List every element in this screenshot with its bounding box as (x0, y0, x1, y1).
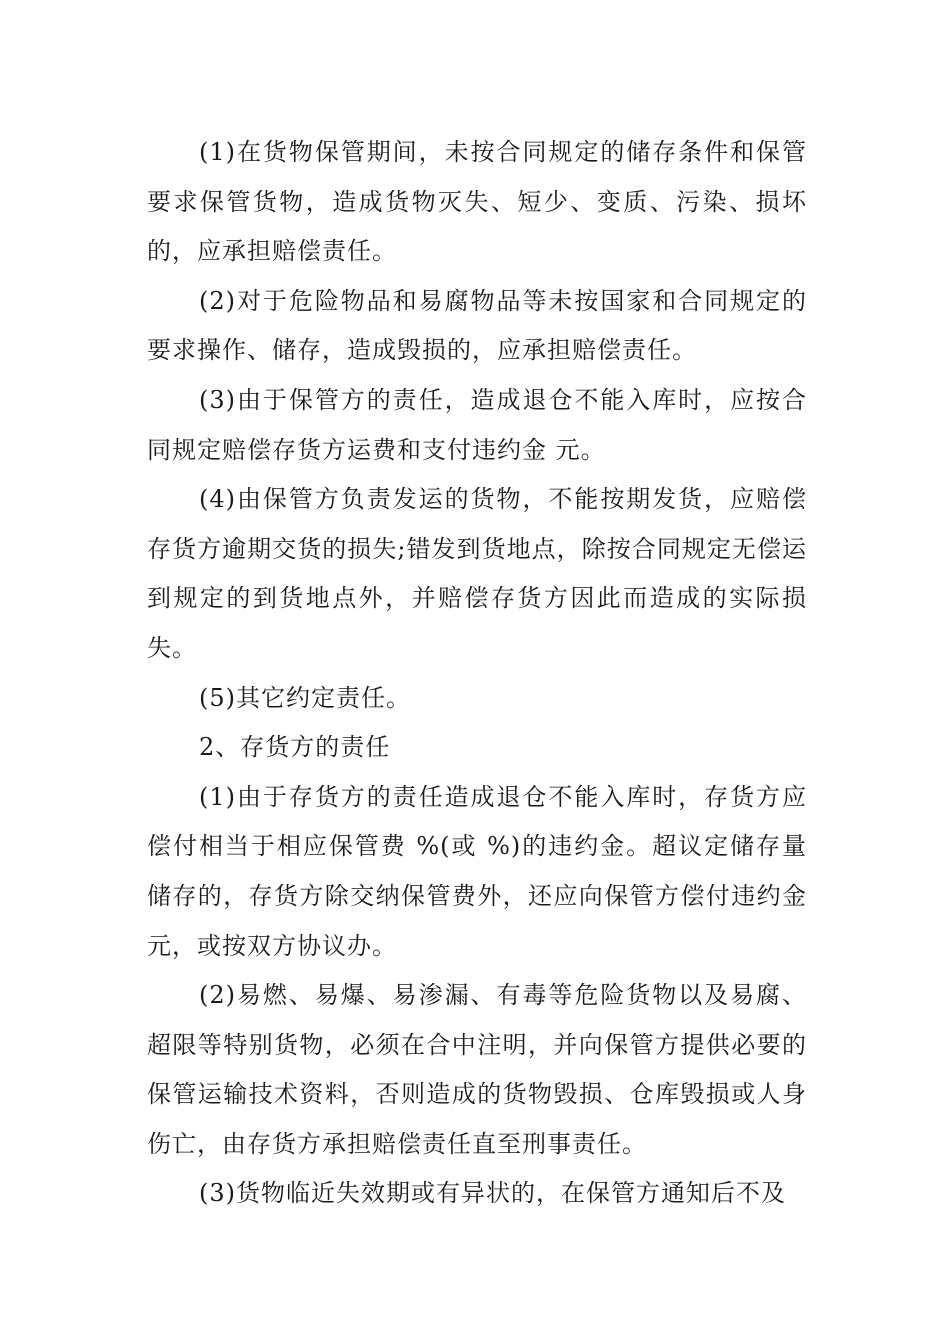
paragraph-depositor-liability-2: (2)易燃、易爆、易渗漏、有毒等危险货物以及易腐、超限等特别货物，必须在合中注明，并向保管方提供必要的保管运输技术资料，否则造成的货物毁损、仓库毁损或人身伤亡，由存货方承担赔偿责任直至刑事责任。 (147, 981, 807, 1158)
paragraph-depositor-liability-1: (1)由于存货方的责任造成退仓不能入库时，存货方应偿付相当于相应保管费 %(或 %)的违约金。超议定储存量储存的，存货方除交纳保管费外，还应向保管方偿付违约金 元，或按双方协议办。 (147, 782, 807, 960)
document-body (147, 128, 807, 1219)
paragraph-custodian-liability-2: (2)对于危险物品和易腐物品等未按国家和合同规定的要求操作、储存，造成毁损的，应承担赔偿责任。 (147, 286, 807, 365)
paragraph-custodian-liability-4: (4)由保管方负责发运的货物，不能按期发货，应赔偿存货方逾期交货的损失;错发到货地点，除按合同规定无偿运到规定的到货地点外，并赔偿存货方因此而造成的实际损失。 (147, 485, 807, 662)
paragraph-custodian-liability-1: (1)在货物保管期间，未按合同规定的储存条件和保管要求保管货物，造成货物灭失、短少、变质、污染、损坏的，应承担赔偿责任。 (147, 138, 807, 266)
paragraph-custodian-liability-5: (5)其它约定责任。 (199, 683, 411, 712)
section-heading-depositor-liability: 2、存货方的责任 (199, 733, 391, 762)
paragraph-depositor-liability-3: (3)货物临近失效期或有异状的，在保管方通知后不及 (199, 1179, 786, 1208)
paragraph-custodian-liability-3: (3)由于保管方的责任，造成退仓不能入库时，应按合同规定赔偿存货方运费和支付违约金 元。 (147, 385, 807, 464)
